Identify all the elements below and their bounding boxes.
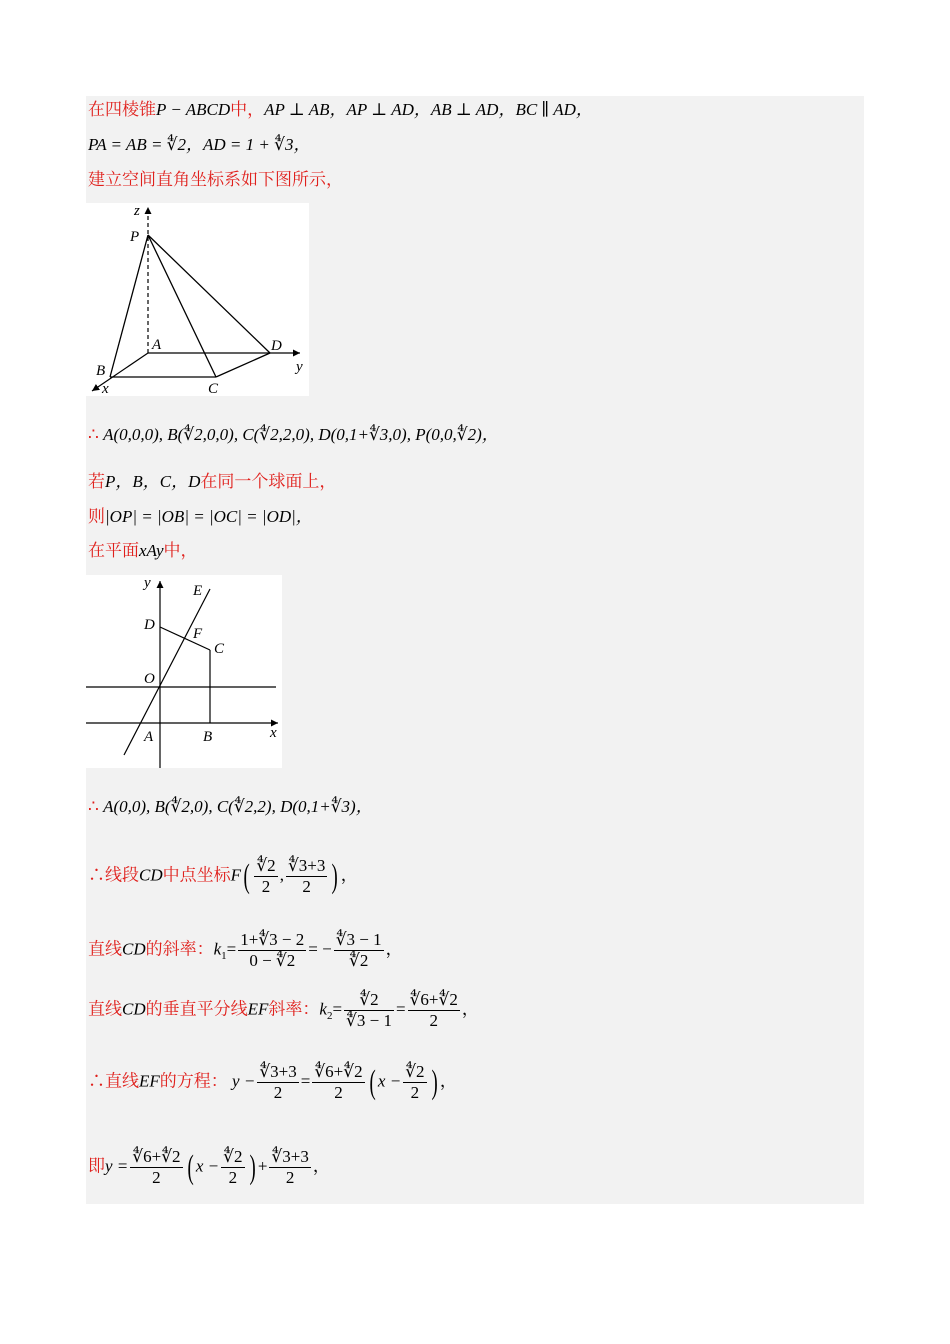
slope-symbol: k [213,939,222,959]
subscript: 1 [221,949,227,962]
denominator: 2 [261,877,271,896]
punctuation: ， [385,939,403,959]
numerator: ∜2 [344,990,394,1011]
plus-sign: + [257,1156,268,1176]
pyramid-3d-svg [86,203,309,396]
denominator: 2 [410,1083,420,1102]
segment-name: CD [122,939,146,959]
plane-xAy-line [88,541,198,561]
open-paren: ( [187,1148,194,1186]
line-name: EF [139,1071,160,1091]
close-paren: ) [431,1063,438,1101]
label-O: O [144,671,155,687]
fraction [254,856,277,897]
denominator: ∜3 − 1 [346,1011,392,1030]
label-C: C [214,641,225,657]
label-x: x [102,381,109,396]
label-A: A [152,337,162,353]
close-paren: ) [249,1148,256,1186]
text-segment: 的斜率： [145,939,214,959]
midpoint-line: ∴线段CD中点坐标F( $\frac{∜2}{2}$ , $\frac{∜3+3}{2}$ ) ， [88,856,358,896]
label-F: F [193,626,203,642]
same-sphere-line [88,472,336,492]
label-D: D [271,338,282,354]
label-P: P [130,229,140,245]
slope-k1-line: 直线CD的斜率：$k_1=$ $\frac{1+∜3 - 2}{0 - ∜2}$ = − $\frac{∜3 - 1}{∜2}$ ， [88,930,403,970]
therefore-symbol: ∴ [88,425,99,444]
denominator: ∜2 [349,951,369,970]
pyramid-name: P − ABCD [156,100,231,119]
equals-minus: = − [308,939,332,959]
punctuation: ， [340,865,358,885]
text-segment: 即 [88,1156,105,1176]
line-EF [124,589,213,755]
text-segment: 中， [230,100,265,119]
numerator: ∜3+3 [287,856,326,875]
denominator: 2 [429,1011,438,1030]
points-list: P，B，C，D [105,472,201,491]
denominator: 2 [228,1168,238,1187]
numerator: ∜3+3 [271,1147,309,1166]
text-segment: 直线 [88,939,122,959]
label-z: z [134,203,140,219]
edge-PD [148,235,270,353]
slope-k2-line: 直线CD的垂直平分线EF斜率：$k_2=$ $\frac{∜2}{∜3 - 1}$ = $\frac{∜6+∜2}{2}$ ， [88,990,479,1030]
edge-PB [110,235,148,377]
text-segment: 在同一个球面上， [200,472,337,491]
edge-PC [148,235,216,377]
text-segment: 直线 [88,999,122,1019]
fraction [238,930,306,971]
y-term: y = [105,1156,129,1176]
numerator: ∜2 [256,856,276,875]
denominator: 2 [273,1083,283,1102]
space-coordinates-line [88,425,499,445]
text-segment: 中， [163,541,198,560]
numerator: ∜6+∜2 [132,1147,181,1166]
label-y: y [296,359,303,375]
y-term: y − [232,1071,256,1091]
numerator: ∜3 − 1 [335,930,382,949]
punctuation: ， [461,999,479,1019]
numerator: ∜2 [223,1147,243,1166]
fraction [221,1147,244,1188]
numerator: ∜3+3 [259,1062,297,1081]
edge-CD [216,353,270,377]
denominator: 2 [152,1168,161,1187]
denominator: 0 − ∜2 [249,951,296,970]
fraction [312,1062,364,1103]
text-segment: 在平面 [88,541,139,560]
text-segment: ∴线段 [88,865,139,885]
label-A: A [144,729,154,745]
label-y: y [144,575,151,591]
line-name: EF [247,999,269,1019]
fraction [130,1147,182,1188]
denominator: 2 [302,877,311,896]
segment-name: CD [139,865,163,885]
segment-name: CD [122,999,146,1019]
therefore-symbol: ∴ [88,797,99,816]
x-term: x − [377,1071,402,1091]
coordinate-setup-text: 建立空间直角坐标系如下图所示， [88,170,343,189]
fraction [403,1062,426,1103]
final-equation [88,1147,330,1188]
numerator: ∜2 [405,1062,425,1081]
label-C: C [208,381,219,396]
slope-symbol: k [319,999,327,1019]
numerator: ∜6+∜2 [314,1062,363,1081]
text-segment: 斜率： [268,999,320,1019]
text-segment: 在四棱锥 [88,100,156,119]
punctuation: ， [312,1156,330,1176]
plane-coordinates-line [88,797,373,817]
plane-2d-svg [86,575,282,768]
point-F: F [230,865,242,885]
equal-distances: |OP| = |OB| = |OC| = |OD|， [105,507,313,526]
text-segment: 若 [88,472,105,491]
denominator: 2 [285,1168,295,1187]
open-paren: ( [243,857,250,895]
close-paren: ) [331,857,339,895]
x-term: x − [195,1156,220,1176]
subscript: 2 [326,1009,333,1022]
fraction [408,990,460,1031]
numerator: 1+∜3 − 2 [240,930,305,949]
numerator: ∜6+∜2 [409,990,458,1009]
punctuation: ， [439,1071,457,1091]
text-segment: ∴直线 [88,1071,139,1091]
space-coordinates: A(0,0,0), B(∜2,0,0), C(∜2,2,0), D(0,1+∜3,0), P(0,0,∜2)， [103,425,499,444]
fraction [269,1147,310,1188]
label-B: B [96,363,106,379]
text-segment: 的方程： [159,1071,228,1091]
denominator: 2 [334,1083,343,1102]
label-E: E [193,583,203,599]
label-B: B [203,729,213,745]
fraction [257,1062,298,1103]
plane-2d-figure [86,575,282,768]
line-EF-equation: ∴直线EF的方程： y − $\frac{∜3+3}{2}$ = $\frac{∜6+∜2}{2}$ ( x − $\frac{∜2}{2}$ ) ， [88,1062,457,1102]
label-x: x [270,725,277,741]
problem-statement-line-2: PA = AB = ∜2，AD = 1 + ∜3， [88,135,311,154]
text-segment: 则 [88,507,105,526]
label-D: D [144,617,155,633]
text-segment: 的垂直平分线 [145,999,248,1019]
fraction [334,930,384,971]
problem-statement-line-1 [88,100,593,120]
fraction [286,856,327,897]
equal-distance-line [88,507,313,527]
plane-coordinates: A(0,0), B(∜2,0), C(∜2,2), D(0,1+∜3)， [103,797,373,816]
text-segment: 中点坐标 [162,865,231,885]
plane-name: xAy [139,541,164,560]
perpendicular-relations: AP ⊥ AB，AP ⊥ AD，AB ⊥ AD，BC ∥ AD， [264,100,593,119]
open-paren: ( [369,1063,376,1101]
pyramid-3d-figure [86,203,309,396]
fraction [344,990,394,1031]
